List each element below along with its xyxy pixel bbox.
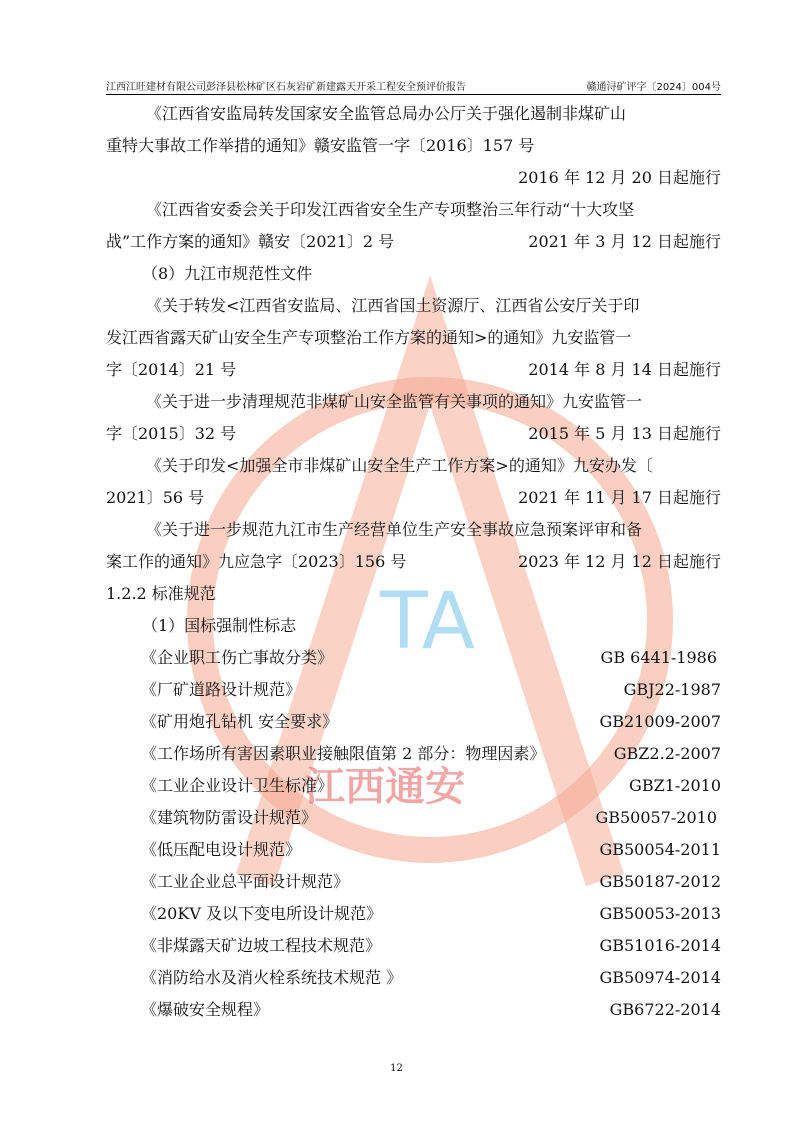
page-header [106, 78, 721, 94]
body-line: 战”工作方案的通知》赣安〔2021〕2 号 2021 年 3 月 12 日起施行 [106, 232, 721, 251]
standard-item: 《工业企业设计卫生标准》 GBZ1-2010 [141, 776, 721, 795]
standard-item: 《厂矿道路设计规范》 GBJ22-1987 [141, 680, 721, 699]
body-line: 字〔2015〕32 号 2015 年 5 月 13 日起施行 [106, 424, 721, 443]
standard-item: 《企业职工伤亡事故分类》 GB 6441-1986 [141, 648, 717, 667]
header-divider [106, 94, 721, 95]
watermark-letters: TA [380, 577, 475, 667]
body-line: 《关于转发<江西省安监局、江西省国土资源厅、江西省公安厅关于印 [146, 296, 640, 315]
body-line: 《关于进一步清理规范非煤矿山安全监管有关事项的通知》九安监管一 [146, 392, 643, 411]
body-line: 发江西省露天矿山安全生产专项整治工作方案的通知>的通知》九安监管一 [106, 328, 632, 347]
subsection-heading: （1）国标强制性标志 [142, 616, 297, 635]
standard-item: 《低压配电设计规范》 GB50054-2011 [141, 840, 721, 859]
standard-item: 《非煤露天矿边坡工程技术规范》 GB51016-2014 [141, 936, 721, 955]
body-line: 《江西省安监局转发国家安全监管总局办公厅关于强化遏制非煤矿山 [146, 104, 627, 123]
body-line: 《关于印发<加强全市非煤矿山安全生产工作方案>的通知》九安办发〔 [146, 456, 653, 475]
body-line: 《关于进一步规范九江市生产经营单位生产安全事故应急预案评审和备 [146, 520, 643, 539]
standard-item: 《建筑物防雷设计规范》 GB50057-2010 [141, 808, 717, 827]
standard-item: 《工业企业总平面设计规范》 GB50187-2012 [141, 872, 721, 891]
header-title: 江西江旺建材有限公司彭泽县松林矿区石灰岩矿新建露天开采工程安全预评价报告 [106, 82, 466, 93]
header-doc-number: 赣通浔矿评字〔2024〕004号 [586, 82, 721, 93]
body-line: 案工作的通知》九应急字〔2023〕156 号 2023 年 12 月 12 日起施行 [106, 552, 721, 571]
body-line: 字〔2014〕21 号 2014 年 8 月 14 日起施行 [106, 360, 721, 379]
standard-item: 《20KV 及以下变电所设计规范》 GB50053-2013 [141, 904, 721, 923]
body-line: 2021〕56 号 2021 年 11 月 17 日起施行 [106, 488, 721, 507]
body-line: 重特大事故工作举措的通知》赣安监管一字〔2016〕157 号 [106, 136, 535, 155]
section-heading: 1.2.2 标准规范 [106, 584, 216, 603]
body-line: 2016 年 12 月 20 日起施行 [518, 168, 721, 187]
page-number: 12 [390, 1063, 403, 1074]
standard-item: 《消防给水及消火栓系统技术规范 》 GB50974-2014 [141, 968, 721, 987]
body-line: （8）九江市规范性文件 [142, 264, 313, 283]
standard-item: 《矿用炮孔钻机 安全要求》 GB21009-2007 [141, 712, 721, 731]
standard-item: 《爆破安全规程》 GB6722-2014 [141, 1000, 721, 1019]
watermark-text: 江西通安 [305, 764, 465, 810]
body-line: 《江西省安委会关于印发江西省安全生产专项整治三年行动“十大攻坚 [146, 200, 635, 219]
standard-item: 《工作场所有害因素职业接触限值第 2 部分：物理因素》 GBZ2.2-2007 [141, 744, 721, 763]
